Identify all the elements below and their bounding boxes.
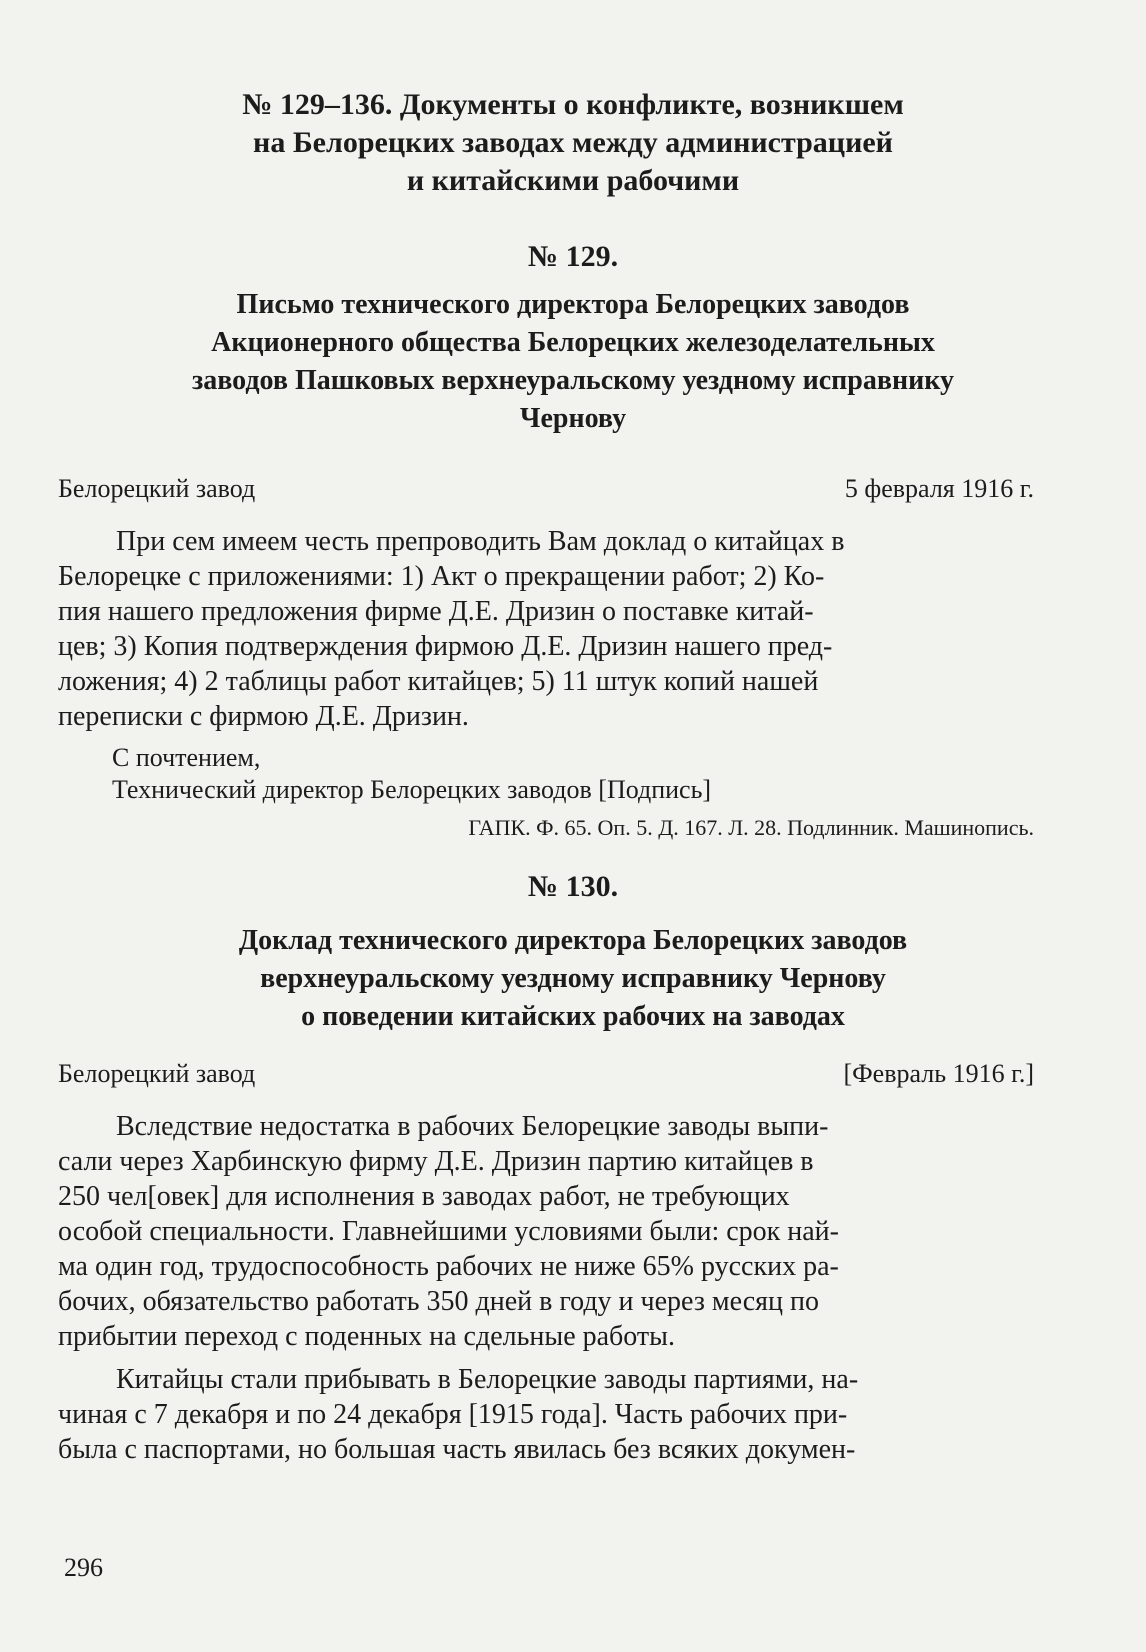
doc129-date: 5 февраля 1916 г. [844, 474, 1034, 503]
doc130-number: № 130. [527, 870, 619, 903]
doc130-date: [Февраль 1916 г.] [843, 1059, 1034, 1088]
doc129-number: № 129. [527, 240, 619, 273]
doc129-closing: С почтением, [112, 743, 261, 772]
doc130-place: Белорецкий завод [58, 1059, 256, 1088]
doc130-header-line [58, 1058, 1034, 1090]
doc130-paragraph-1: Вследствие недостатка в рабочих Белорецкие заводы выпи- сали через Харбинскую фирму Д.Е. Дризин партию китайцев в 250 чел[овек] для исполнения в заводах работ, не требующих особой специальности. Главнейшими условиями были: срок най- ма один год, трудоспособность рабочих не ниже 65% русских ра- бочих, обязательство работать 350 дней в году и через месяц по прибытии переход с поденных на сдельные работы. [58, 1111, 839, 1352]
doc129-header-line [58, 473, 1034, 505]
doc129-text: При сем имеем честь препроводить Вам доклад о китайцах в Белорецке с приложениями: 1) Акт о прекращении работ; 2) Ко- пия нашего предложения фирме Д.Е. Дризин о поставке китай- цев; 3) Копия подтверждения фирмою Д.Е. Дризин нашего пред- ложения; 4) 2 таблицы работ китайцев; 5) 11 штук копий нашей переписки с фирмою Д.Е. Дризин. [58, 526, 845, 732]
doc129-source: ГАПК. Ф. 65. Оп. 5. Д. 167. Л. 28. Подлинник. Машинопись. [468, 815, 1034, 840]
doc129-place: Белорецкий завод [58, 474, 256, 503]
doc129-signature: Технический директор Белорецких заводов [Подпись] [112, 775, 712, 804]
section-title: № 129–136. Документы о конфликте, возникшем на Белорецких заводах между администрацией и китайскими рабочими [242, 88, 904, 197]
doc129-title: Письмо технического директора Белорецких заводов Акционерного общества Белорецких железоделательных заводов Пашковых верхнеуральскому уездному исправнику Чернову [191, 289, 954, 434]
page-number: 296 [64, 1553, 103, 1582]
doc130-paragraph-2: Китайцы стали прибывать в Белорецкие заводы партиями, на- чиная с 7 декабря и по 24 декабря [1915 года]. Часть рабочих при- была с паспортами, но большая часть явилась без всяких докумен- [58, 1364, 859, 1465]
doc130-title: Доклад технического директора Белорецких заводов верхнеуральскому уездному исправнику Чернову о поведении китайских рабочих на заводах [238, 925, 908, 1032]
